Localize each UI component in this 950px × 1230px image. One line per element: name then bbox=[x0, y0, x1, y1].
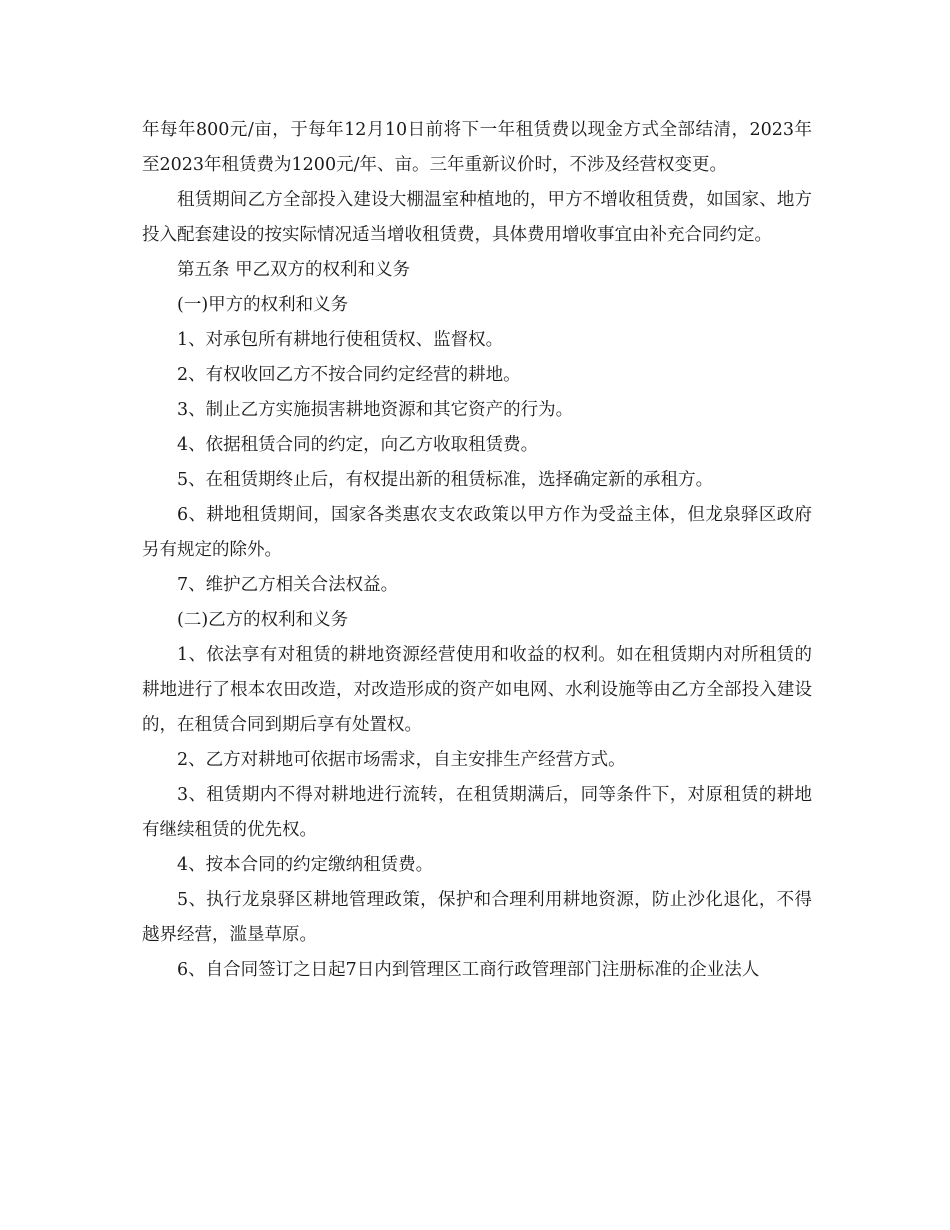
section-heading-article-5: 第五条 甲乙双方的权利和义务 bbox=[177, 260, 411, 280]
list-item: 6、自合同签订之日起7日内到管理区工商行政管理部门注册标准的企业法人 bbox=[177, 960, 760, 980]
subsection-heading-party-b: (二)乙方的权利和义务 bbox=[177, 610, 349, 630]
paragraph-2: 租赁期间乙方全部投入建设大棚温室种植地的，甲方不增收租赁费，如国家、地方投入配套建设的按实际情况适当增收租赁费，具体费用增收事宜由补充合同约定。 bbox=[142, 190, 812, 245]
paragraph-1: 年每年800元/亩，于每年12月10日前将下一年租赁费以现金方式全部结清，2023年至2023年租赁费为1200元/年、亩。三年重新议价时，不涉及经营权变更。 bbox=[142, 120, 812, 175]
list-item: 6、耕地租赁期间，国家各类惠农支农政策以甲方作为受益主体，但龙泉驿区政府另有规定的除外。 bbox=[142, 505, 812, 560]
list-item: 2、乙方对耕地可依据市场需求，自主安排生产经营方式。 bbox=[177, 750, 626, 770]
list-item: 4、依据租赁合同的约定，向乙方收取租赁费。 bbox=[177, 435, 539, 455]
document-body bbox=[142, 113, 812, 988]
list-item: 7、维护乙方相关合法权益。 bbox=[177, 575, 399, 595]
list-item: 3、制止乙方实施损害耕地资源和其它资产的行为。 bbox=[177, 400, 574, 420]
list-item: 1、依法享有对租赁的耕地资源经营使用和收益的权利。如在租赁期内对所租赁的耕地进行了根本农田改造，对改造形成的资产如电网、水利设施等由乙方全部投入建设的，在租赁合同到期后享有处置权。 bbox=[142, 645, 812, 735]
list-item: 4、按本合同的约定缴纳租赁费。 bbox=[177, 855, 434, 875]
list-item: 5、执行龙泉驿区耕地管理政策，保护和合理利用耕地资源，防止沙化退化，不得越界经营，滥垦草原。 bbox=[142, 890, 812, 945]
list-item: 3、租赁期内不得对耕地进行流转，在租赁期满后，同等条件下，对原租赁的耕地有继续租赁的优先权。 bbox=[142, 785, 812, 840]
list-item: 2、有权收回乙方不按合同约定经营的耕地。 bbox=[177, 365, 521, 385]
list-item: 1、对承包所有耕地行使租赁权、监督权。 bbox=[177, 330, 504, 350]
subsection-heading-party-a: (一)甲方的权利和义务 bbox=[177, 295, 349, 315]
list-item: 5、在租赁期终止后，有权提出新的租赁标准，选择确定新的承租方。 bbox=[177, 470, 714, 490]
